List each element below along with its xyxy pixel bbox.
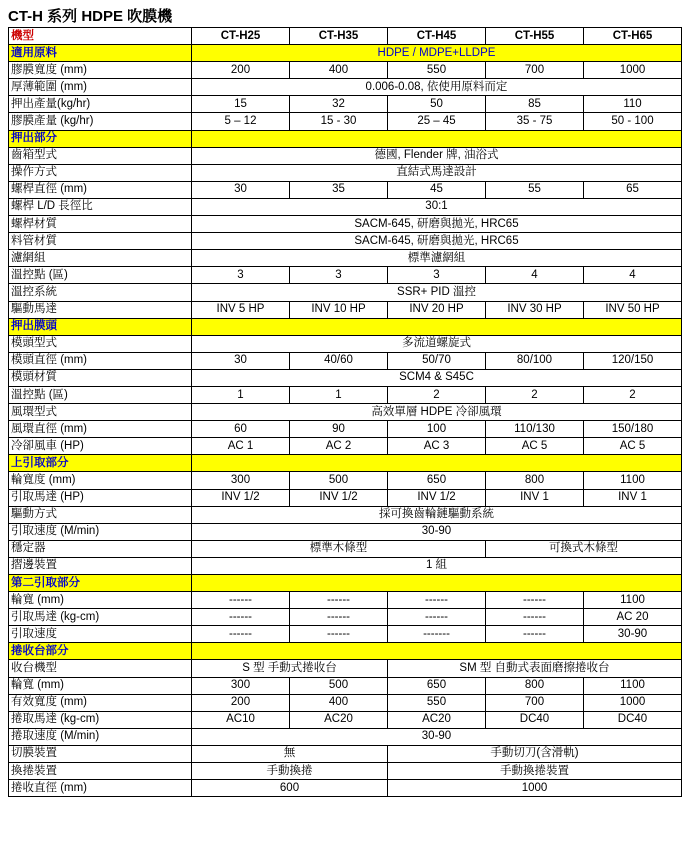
value-cell: AC20 [388, 711, 486, 728]
model-name-cell: CT-H25 [192, 28, 290, 45]
table-row [9, 369, 682, 386]
value-cell: HDPE / MDPE+LLDPE [192, 45, 682, 62]
table-row [9, 728, 682, 745]
value-cell: INV 5 HP [192, 301, 290, 318]
value-cell: 110/130 [486, 421, 584, 438]
table-row [9, 489, 682, 506]
row-label: 穩定器 [9, 540, 192, 557]
row-label: 引取馬達 (HP) [9, 489, 192, 506]
value-cell: 30 [192, 352, 290, 369]
value-cell: 300 [192, 472, 290, 489]
row-label: 有效寬度 (mm) [9, 694, 192, 711]
row-label: 螺桿 L/D 長徑比 [9, 198, 192, 215]
section-title: 押出膜頭 [9, 318, 192, 335]
value-cell: 200 [192, 62, 290, 79]
row-label: 押出產量(kg/hr) [9, 96, 192, 113]
value-cell: ------- [388, 626, 486, 643]
value-cell: INV 1/2 [388, 489, 486, 506]
value-cell: 90 [290, 421, 388, 438]
row-label: 引取馬達 (kg-cm) [9, 609, 192, 626]
value-cell: ------ [290, 592, 388, 609]
table-row [9, 677, 682, 694]
section-header-row [9, 575, 682, 592]
value-cell: 50 [388, 96, 486, 113]
value-cell: SACM-645, 研磨與拋光, HRC65 [192, 233, 682, 250]
value-cell: 100 [388, 421, 486, 438]
table-row [9, 96, 682, 113]
value-cell: INV 1/2 [290, 489, 388, 506]
value-cell: 650 [388, 472, 486, 489]
value-cell: 150/180 [584, 421, 682, 438]
value-cell: 標準濾網組 [192, 250, 682, 267]
value-cell: 45 [388, 181, 486, 198]
value-cell: 3 [192, 267, 290, 284]
row-label: 輪寬 (mm) [9, 592, 192, 609]
table-row [9, 284, 682, 301]
table-row [9, 404, 682, 421]
value-cell: 直結式馬達設計 [192, 164, 682, 181]
table-row [9, 626, 682, 643]
row-label: 換捲裝置 [9, 763, 192, 780]
row-label: 摺邊裝置 [9, 557, 192, 574]
row-label: 收台機型 [9, 660, 192, 677]
value-cell: 550 [388, 62, 486, 79]
value-cell: INV 20 HP [388, 301, 486, 318]
table-row [9, 216, 682, 233]
table-row [9, 335, 682, 352]
row-label: 輪寬度 (mm) [9, 472, 192, 489]
section-title: 上引取部分 [9, 455, 192, 472]
value-cell: 650 [388, 677, 486, 694]
value-cell [192, 130, 682, 147]
table-row [9, 181, 682, 198]
section-header-row [9, 455, 682, 472]
value-cell: 1 [192, 386, 290, 403]
table-row [9, 113, 682, 130]
row-label: 料管材質 [9, 233, 192, 250]
table-row [9, 198, 682, 215]
table-row [9, 438, 682, 455]
value-cell: 300 [192, 677, 290, 694]
value-cell: AC 1 [192, 438, 290, 455]
value-cell: SM 型 自動式表面磨擦捲收台 [388, 660, 682, 677]
value-cell: 600 [192, 780, 388, 797]
table-row [9, 506, 682, 523]
value-cell: 30-90 [192, 728, 682, 745]
value-cell: 4 [486, 267, 584, 284]
value-cell: 35 [290, 181, 388, 198]
section-title: 適用原料 [9, 45, 192, 62]
value-cell: 15 - 30 [290, 113, 388, 130]
row-label: 引取速度 (M/min) [9, 523, 192, 540]
value-cell: 手動換捲裝置 [388, 763, 682, 780]
value-cell: SACM-645, 研磨與拋光, HRC65 [192, 216, 682, 233]
table-row [9, 523, 682, 540]
value-cell: 800 [486, 677, 584, 694]
value-cell: ------ [486, 609, 584, 626]
table-row [9, 386, 682, 403]
value-cell: 800 [486, 472, 584, 489]
model-header-row [9, 28, 682, 45]
model-name-cell: CT-H55 [486, 28, 584, 45]
value-cell: 1000 [584, 62, 682, 79]
row-label: 膠膜寬度 (mm) [9, 62, 192, 79]
model-name-cell: CT-H35 [290, 28, 388, 45]
table-row [9, 267, 682, 284]
value-cell: DC40 [584, 711, 682, 728]
value-cell: 30-90 [584, 626, 682, 643]
value-cell: 2 [584, 386, 682, 403]
value-cell: 40/60 [290, 352, 388, 369]
value-cell: 35 - 75 [486, 113, 584, 130]
section-title: 押出部分 [9, 130, 192, 147]
value-cell: 30:1 [192, 198, 682, 215]
value-cell: AC 20 [584, 609, 682, 626]
table-row [9, 147, 682, 164]
value-cell: 高效單層 HDPE 冷卻風環 [192, 404, 682, 421]
section-header-row [9, 130, 682, 147]
row-label: 濾網組 [9, 250, 192, 267]
section-header-row [9, 45, 682, 62]
value-cell: ------ [486, 592, 584, 609]
value-cell: 25 – 45 [388, 113, 486, 130]
value-cell: ------ [192, 592, 290, 609]
value-cell: 德國, Flender 牌, 油浴式 [192, 147, 682, 164]
value-cell: INV 1/2 [192, 489, 290, 506]
value-cell: 15 [192, 96, 290, 113]
value-cell: INV 1 [584, 489, 682, 506]
value-cell [192, 318, 682, 335]
row-label: 風環型式 [9, 404, 192, 421]
section-title: 捲收台部分 [9, 643, 192, 660]
value-cell: 32 [290, 96, 388, 113]
value-cell: SCM4 & S45C [192, 369, 682, 386]
value-cell: INV 50 HP [584, 301, 682, 318]
table-row [9, 660, 682, 677]
page-title: CT-H 系列 HDPE 吹膜機 [8, 8, 173, 25]
value-cell: AC 5 [486, 438, 584, 455]
value-cell: 1100 [584, 472, 682, 489]
row-label: 螺桿材質 [9, 216, 192, 233]
value-cell: 1100 [584, 592, 682, 609]
value-cell: 700 [486, 62, 584, 79]
table-row [9, 62, 682, 79]
value-cell: 60 [192, 421, 290, 438]
value-cell: 500 [290, 677, 388, 694]
value-cell: ------ [192, 626, 290, 643]
model-name-cell: CT-H65 [584, 28, 682, 45]
value-cell: AC 2 [290, 438, 388, 455]
table-row [9, 609, 682, 626]
value-cell: ------ [388, 592, 486, 609]
value-cell: 1100 [584, 677, 682, 694]
value-cell: 30-90 [192, 523, 682, 540]
value-cell: 3 [290, 267, 388, 284]
row-label: 捲取速度 (M/min) [9, 728, 192, 745]
row-label: 齒箱型式 [9, 147, 192, 164]
value-cell: 4 [584, 267, 682, 284]
value-cell: 30 [192, 181, 290, 198]
row-label: 切膜裝置 [9, 745, 192, 762]
row-label: 螺桿直徑 (mm) [9, 181, 192, 198]
row-label: 輪寬 (mm) [9, 677, 192, 694]
table-row [9, 164, 682, 181]
value-cell: ------ [486, 626, 584, 643]
value-cell: 無 [192, 745, 388, 762]
row-label: 機型 [9, 28, 192, 45]
value-cell: 1000 [388, 780, 682, 797]
value-cell: 80/100 [486, 352, 584, 369]
value-cell: 多流道螺旋式 [192, 335, 682, 352]
section-header-row [9, 318, 682, 335]
row-label: 驅動馬達 [9, 301, 192, 318]
table-row [9, 250, 682, 267]
table-row [9, 694, 682, 711]
spec-table [8, 27, 682, 797]
row-label: 膠膜產量 (kg/hr) [9, 113, 192, 130]
section-title: 第二引取部分 [9, 575, 192, 592]
value-cell: 採可換齒輪鏈驅動系統 [192, 506, 682, 523]
value-cell: 2 [486, 386, 584, 403]
row-label: 捲取馬達 (kg-cm) [9, 711, 192, 728]
section-header-row [9, 643, 682, 660]
value-cell: 手動換捲 [192, 763, 388, 780]
value-cell: 500 [290, 472, 388, 489]
value-cell [192, 455, 682, 472]
value-cell: AC 3 [388, 438, 486, 455]
value-cell: 標準木條型 [192, 540, 486, 557]
table-row [9, 711, 682, 728]
table-row [9, 780, 682, 797]
value-cell: 200 [192, 694, 290, 711]
value-cell: 120/150 [584, 352, 682, 369]
value-cell: ------ [192, 609, 290, 626]
table-row [9, 745, 682, 762]
row-label: 模頭材質 [9, 369, 192, 386]
table-row [9, 233, 682, 250]
value-cell: AC20 [290, 711, 388, 728]
value-cell: SSR+ PID 溫控 [192, 284, 682, 301]
row-label: 風環直徑 (mm) [9, 421, 192, 438]
value-cell: 5 – 12 [192, 113, 290, 130]
row-label: 驅動方式 [9, 506, 192, 523]
value-cell: 1000 [584, 694, 682, 711]
value-cell: INV 1 [486, 489, 584, 506]
value-cell: 可換式木條型 [486, 540, 682, 557]
value-cell: 85 [486, 96, 584, 113]
value-cell: 400 [290, 62, 388, 79]
value-cell: INV 30 HP [486, 301, 584, 318]
model-name-cell: CT-H45 [388, 28, 486, 45]
row-label: 操作方式 [9, 164, 192, 181]
value-cell: ------ [290, 609, 388, 626]
row-label: 溫控點 (區) [9, 386, 192, 403]
value-cell: ------ [388, 609, 486, 626]
table-row [9, 763, 682, 780]
value-cell: DC40 [486, 711, 584, 728]
table-row [9, 540, 682, 557]
value-cell: S 型 手動式捲收台 [192, 660, 388, 677]
table-row [9, 557, 682, 574]
table-row [9, 592, 682, 609]
row-label: 模頭直徑 (mm) [9, 352, 192, 369]
value-cell: AC 5 [584, 438, 682, 455]
spec-table-body [9, 28, 682, 797]
table-row [9, 352, 682, 369]
value-cell: 50 - 100 [584, 113, 682, 130]
value-cell: 400 [290, 694, 388, 711]
value-cell: INV 10 HP [290, 301, 388, 318]
value-cell: 50/70 [388, 352, 486, 369]
value-cell: 65 [584, 181, 682, 198]
row-label: 溫控系統 [9, 284, 192, 301]
value-cell: 1 [290, 386, 388, 403]
row-label: 厚薄範圍 (mm) [9, 79, 192, 96]
table-row [9, 472, 682, 489]
value-cell: 55 [486, 181, 584, 198]
row-label: 捲收直徑 (mm) [9, 780, 192, 797]
value-cell [192, 643, 682, 660]
value-cell: 700 [486, 694, 584, 711]
value-cell: AC10 [192, 711, 290, 728]
value-cell: 550 [388, 694, 486, 711]
row-label: 模頭型式 [9, 335, 192, 352]
table-row [9, 421, 682, 438]
value-cell: 1 組 [192, 557, 682, 574]
value-cell: 110 [584, 96, 682, 113]
row-label: 溫控點 (區) [9, 267, 192, 284]
value-cell: ------ [290, 626, 388, 643]
value-cell [192, 575, 682, 592]
value-cell: 2 [388, 386, 486, 403]
table-row [9, 301, 682, 318]
value-cell: 手動切刀(含滑軌) [388, 745, 682, 762]
row-label: 冷卻風車 (HP) [9, 438, 192, 455]
value-cell: 0.006-0.08, 依使用原料而定 [192, 79, 682, 96]
value-cell: 3 [388, 267, 486, 284]
table-row [9, 79, 682, 96]
row-label: 引取速度 [9, 626, 192, 643]
